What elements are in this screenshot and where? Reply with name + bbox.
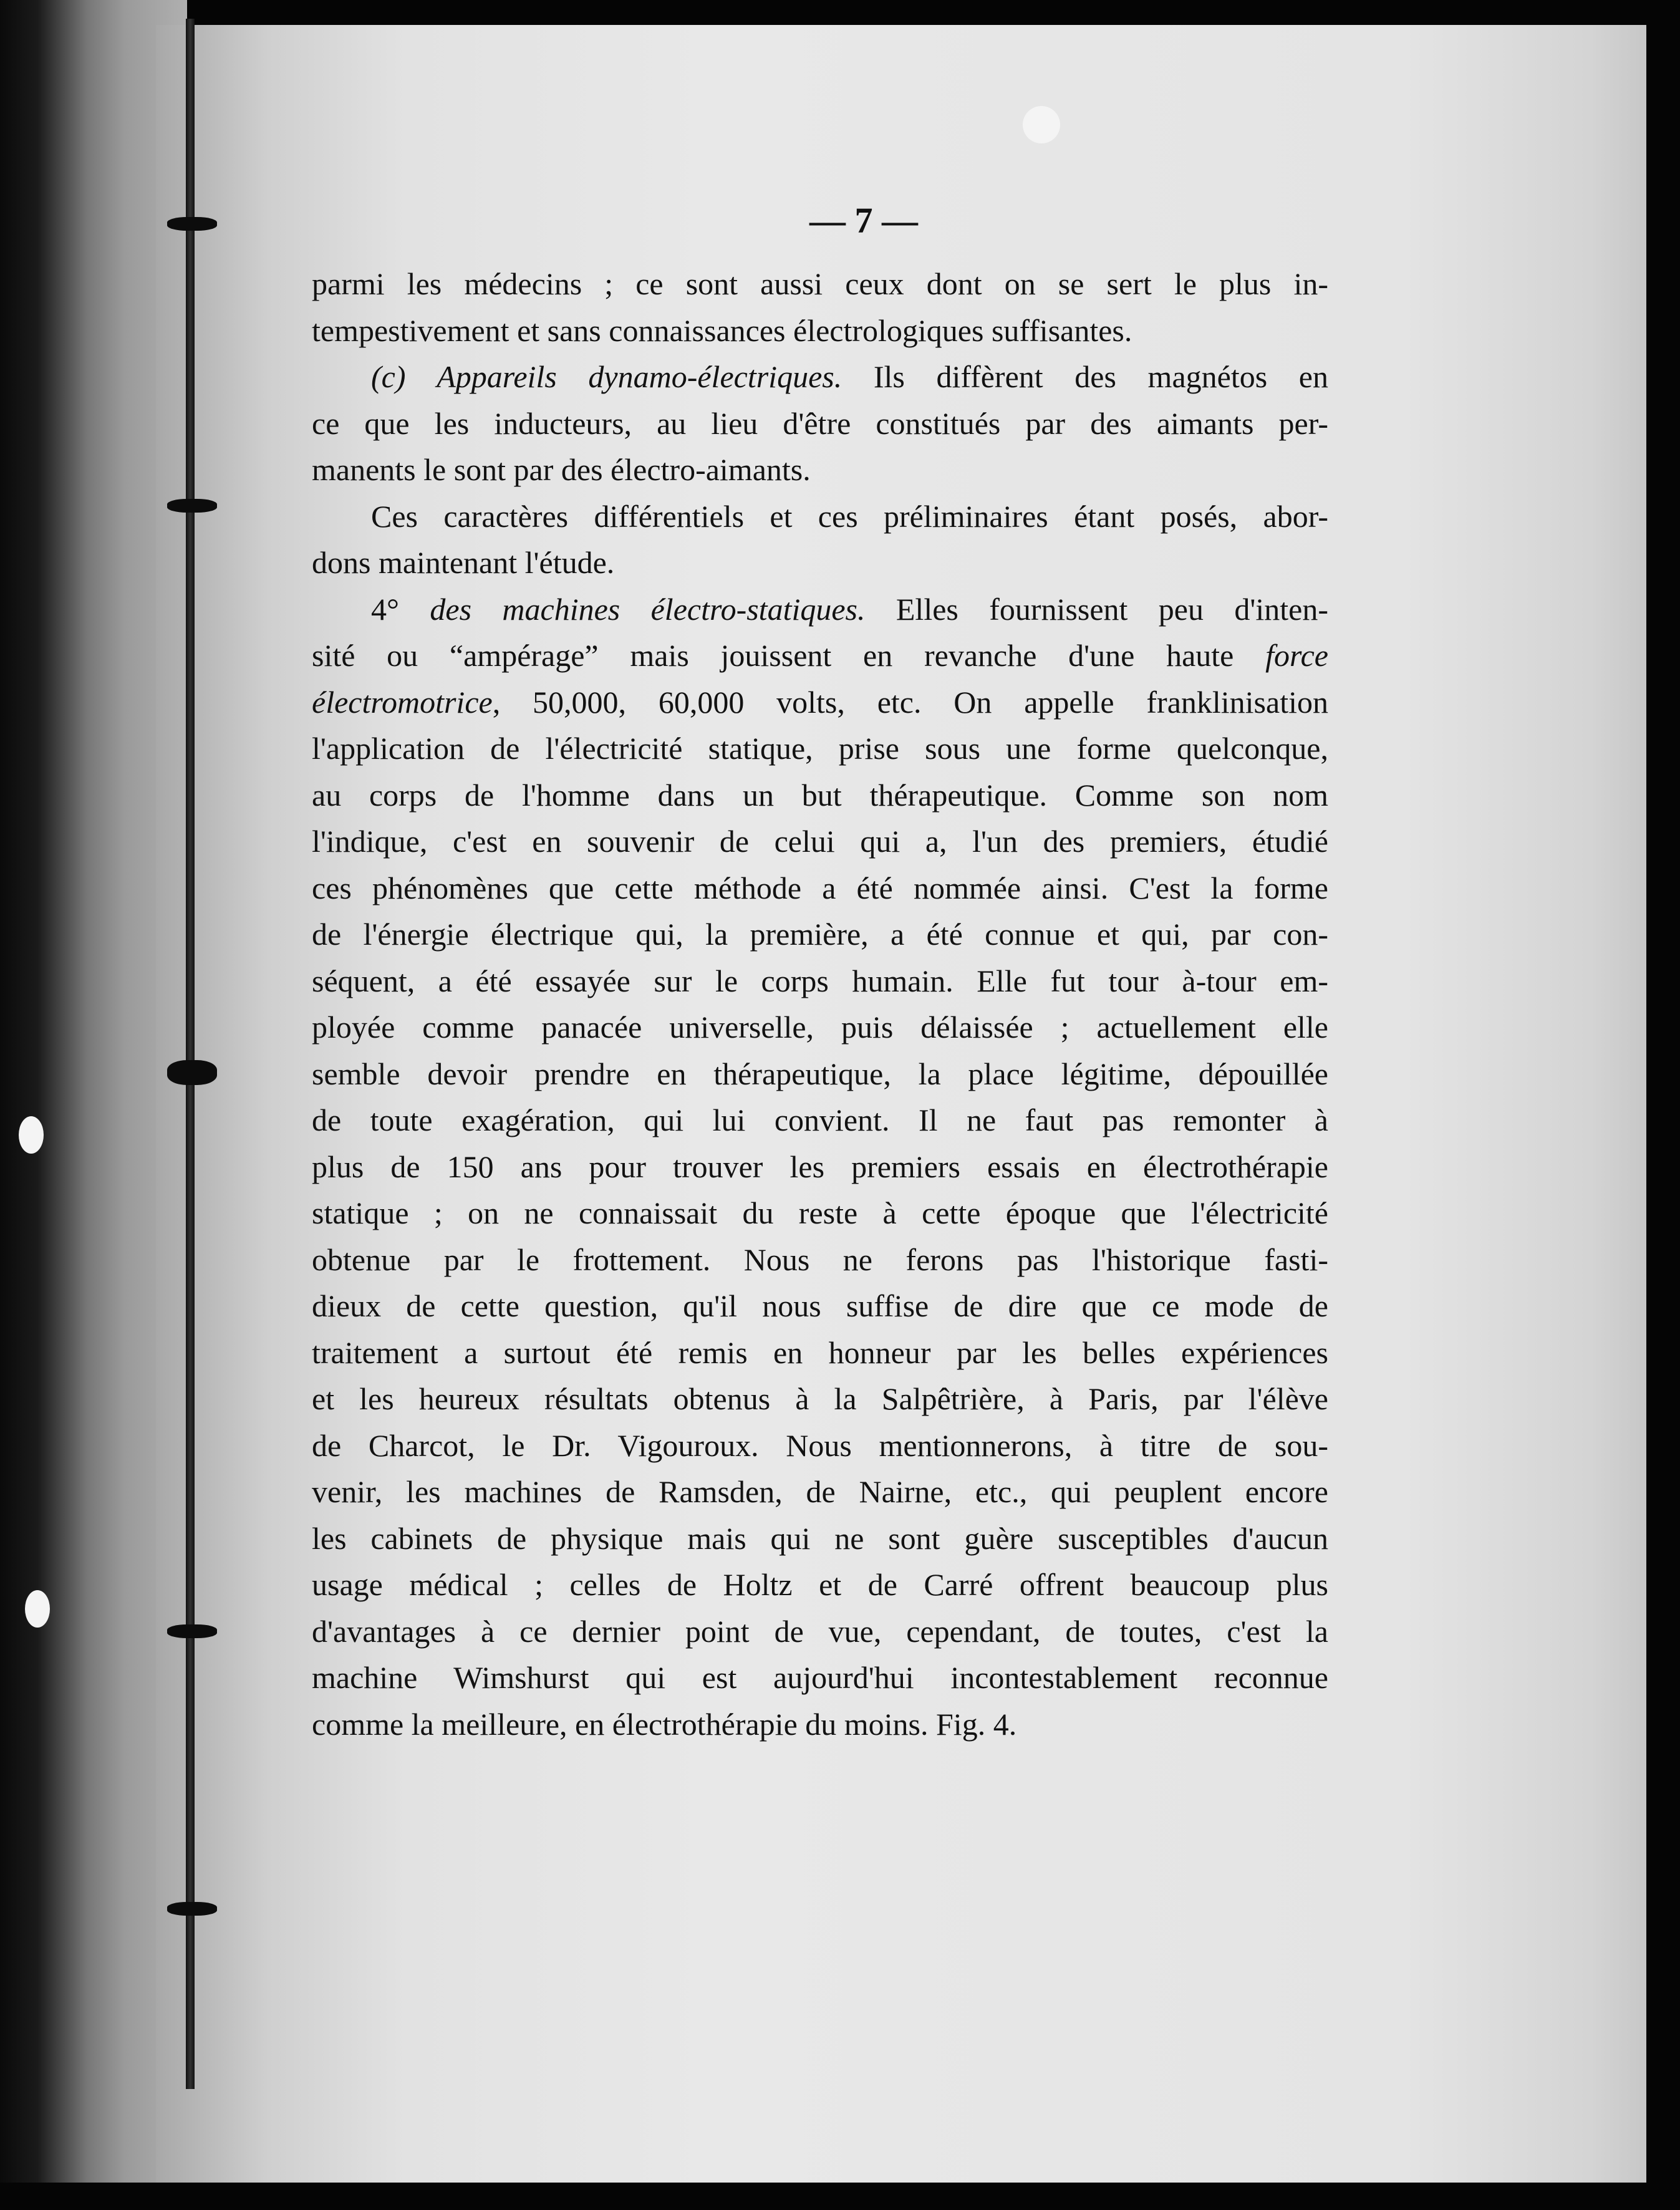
- text-line: l'application de l'électricité statique, prise sous une forme quelconque,: [312, 731, 1328, 766]
- text-line: parmi les médecins ; ce sont aussi ceux dont on se sert le plus in-: [312, 266, 1328, 301]
- italic-term: électromotrice: [312, 684, 493, 720]
- text-line: de l'énergie électrique qui, la première, a été connue et qui, par con-: [312, 917, 1328, 952]
- text-line: obtenue par le frottement. Nous ne ferons pas l'historique fasti-: [312, 1242, 1328, 1277]
- text-line: d'avantages à ce dernier point de vue, cependant, de toutes, c'est la: [312, 1613, 1328, 1649]
- text-line: manents le sont par des électro-aimants.: [312, 452, 811, 487]
- text-line: ployée comme panacée universelle, puis délaissée ; actuellement elle: [312, 1010, 1328, 1045]
- text-line: venir, les machines de Ramsden, de Nairne, etc., qui peuplent encore: [312, 1474, 1328, 1509]
- text-line: de Charcot, le Dr. Vigouroux. Nous mentionnerons, à titre de sou-: [312, 1427, 1328, 1463]
- bleed-through-text: [349, 1734, 1359, 1846]
- paper-speck: [25, 1590, 50, 1628]
- text-line: les cabinets de physique mais qui ne sont guère susceptibles d'aucun: [312, 1520, 1328, 1556]
- text-line: statique ; on ne connaissait du reste à cette époque que l'électricité: [312, 1195, 1328, 1230]
- text-line: comme la meilleure, en électrothérapie du moins. Fig. 4.: [312, 1706, 1017, 1742]
- paper-speck: [1023, 106, 1060, 143]
- italic-heading: des machines électro-statiques.: [430, 591, 866, 627]
- italic-heading: (c) Appareils dynamo-électriques.: [371, 359, 842, 394]
- text-line: plus de 150 ans pour trouver les premiers essais en électrothérapie: [312, 1149, 1328, 1184]
- scan-bottom-border: [0, 2183, 1680, 2210]
- italic-term: force: [1265, 638, 1328, 673]
- paragraph-4: [312, 586, 1328, 1748]
- text-line: [312, 632, 1328, 679]
- paragraph-2: [312, 354, 1328, 493]
- text-line: tempestivement et sans connaissances électrologiques suffisantes.: [312, 312, 1132, 348]
- binding-stitch: [167, 499, 217, 513]
- text-line: au corps de l'homme dans un but thérapeutique. Comme son nom: [312, 777, 1328, 813]
- binding-stitch: [167, 1902, 217, 1916]
- binding-stitch: [167, 217, 217, 231]
- binding-stitch: [167, 1060, 217, 1085]
- text-line: semble devoir prendre en thérapeutique, la place légitime, dépouillée: [312, 1056, 1328, 1091]
- text-fragment: sité ou “ampérage” mais jouissent en revanche d'une haute: [312, 638, 1266, 673]
- text-fragment: Elles fournissent peu d'inten-: [865, 591, 1329, 627]
- text-line: ce que les inducteurs, au lieu d'être constitués par des aimants per-: [312, 405, 1328, 441]
- text-line: ces phénomènes que cette méthode a été nommée ainsi. C'est la forme: [312, 870, 1328, 905]
- text-line: Ces caractères différentiels et ces préliminaires étant posés, abor-: [371, 498, 1328, 534]
- section-number: 4°: [371, 591, 430, 627]
- body-text: [312, 261, 1328, 1747]
- binding-thread: [186, 19, 195, 2089]
- text-line: [312, 586, 1328, 633]
- binding-stitch: [167, 1624, 217, 1638]
- text-line: usage médical ; celles de Holtz et de Carré offrent beaucoup plus: [312, 1567, 1328, 1602]
- text-line: dons maintenant l'étude.: [312, 545, 615, 580]
- text-line: dieux de cette question, qu'il nous suffise de dire que ce mode de: [312, 1288, 1328, 1323]
- text-line: [312, 354, 1328, 400]
- text-line: [312, 679, 1328, 726]
- scan-top-border: [0, 0, 1680, 26]
- text-fragment: , 50,000, 60,000 volts, etc. On appelle franklinisation: [492, 684, 1328, 720]
- text-line: machine Wimshurst qui est aujourd'hui incontestablement reconnue: [312, 1660, 1328, 1695]
- text-fragment: Ils diffèrent des magnétos en: [842, 359, 1328, 394]
- text-line: de toute exagération, qui lui convient. Il ne faut pas remonter à: [312, 1103, 1328, 1137]
- text-line: et les heureux résultats obtenus à la Salpêtrière, à Paris, par l'élève: [312, 1381, 1328, 1416]
- page-number: — 7 —: [809, 200, 918, 241]
- text-line: l'indique, c'est en souvenir de celui qui a, l'un des premiers, étudié: [312, 824, 1328, 859]
- text-line: séquent, a été essayée sur le corps humain. Elle fut tour à-tour em-: [312, 963, 1328, 998]
- text-line: traitement a surtout été remis en honneur par les belles expériences: [312, 1334, 1328, 1370]
- paper-speck: [19, 1116, 44, 1154]
- scan-right-border: [1646, 0, 1680, 2210]
- paragraph-1: [312, 261, 1328, 354]
- paragraph-3: [312, 493, 1328, 586]
